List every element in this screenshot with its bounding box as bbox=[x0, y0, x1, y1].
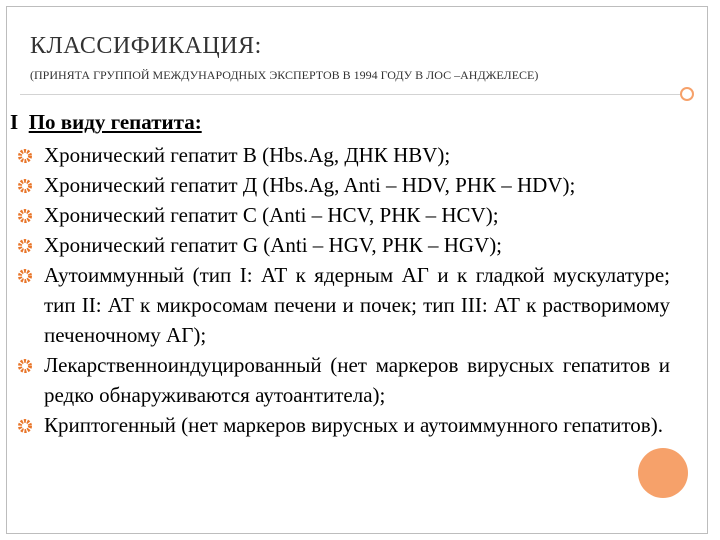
list-item-text: Хронический гепатит G (Anti – HGV, РНК – HGV); bbox=[44, 233, 503, 257]
section-heading-text: По виду гепатита: bbox=[28, 110, 202, 134]
title-divider bbox=[20, 94, 688, 95]
gear-flower-icon bbox=[18, 239, 32, 253]
list-item bbox=[10, 350, 670, 410]
decorative-circle-icon bbox=[638, 448, 688, 498]
list-item bbox=[10, 260, 670, 350]
slide-title: КЛАССИФИКАЦИЯ: bbox=[30, 33, 262, 59]
gear-flower-icon bbox=[18, 179, 32, 193]
gear-flower-icon bbox=[18, 269, 32, 283]
section-number: I bbox=[10, 110, 19, 134]
section-heading bbox=[10, 110, 202, 135]
list-item-text: Хронический гепатит С (Anti – HCV, РНК – HCV); bbox=[44, 203, 499, 227]
list-item bbox=[10, 140, 670, 170]
gear-flower-icon bbox=[18, 209, 32, 223]
divider-dot-icon bbox=[680, 87, 694, 101]
gear-flower-icon bbox=[18, 149, 32, 163]
list-item bbox=[10, 230, 670, 260]
list-item bbox=[10, 410, 670, 440]
list-item bbox=[10, 170, 670, 200]
list-item-text: Криптогенный (нет маркеров вирусных и аутоиммунного гепатитов). bbox=[44, 413, 663, 437]
gear-flower-icon bbox=[18, 359, 32, 373]
slide-subtitle: (ПРИНЯТА ГРУППОЙ МЕЖДУНАРОДНЫХ ЭКСПЕРТОВ В 1994 ГОДУ В ЛОС –АНДЖЕЛЕСЕ) bbox=[30, 68, 539, 82]
list-item-text: Лекарственноиндуцированный (нет маркеров вирусных гепатитов и редко обнаруживаются аутоантитела); bbox=[44, 353, 670, 407]
hepatitis-list bbox=[10, 140, 670, 440]
list-item-text: Хронический гепатит В (Hbs.Ag, ДНК HBV); bbox=[44, 143, 451, 167]
list-item bbox=[10, 200, 670, 230]
list-item-text: Аутоиммунный (тип I: АТ к ядерным АГ и к гладкой мускулатуре; тип II: АТ к микросомам печени и почек; тип III: АТ к растворимому печеночному АГ); bbox=[44, 263, 670, 347]
list-item-text: Хронический гепатит Д (Hbs.Ag, Anti – HDV, РНК – HDV); bbox=[44, 173, 576, 197]
gear-flower-icon bbox=[18, 419, 32, 433]
